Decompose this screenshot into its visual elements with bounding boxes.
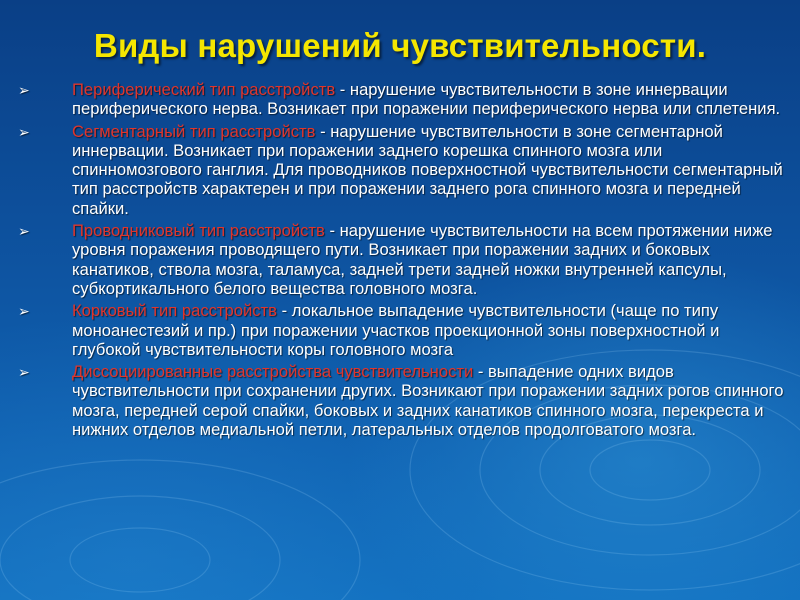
list-item [18, 122, 788, 218]
arrowhead-bullet-icon: ➢ [18, 364, 30, 381]
arrowhead-bullet-icon: ➢ [18, 123, 30, 140]
slide-title: Виды нарушений чувствительности. [93, 27, 707, 64]
term-label: Сегментарный тип расстройств [72, 121, 316, 141]
arrowhead-bullet-icon: ➢ [18, 303, 30, 320]
item-description: - нарушение чувствительности в зоне иннервации периферического нерва. Возникает при поражении периферического нерва или сплетения. [72, 80, 781, 119]
item-description: - нарушение чувствительности на всем протяжении ниже уровня поражения проводящего пути. Возникает при поражении задних и боковых канатиков, ствола мозга, таламуса, задней трети задней ножки внутренней капсулы, субкортикального белого вещества головного мозга. [72, 221, 773, 298]
term-label: Диссоциированные расстройства чувствительности [72, 362, 474, 382]
term-label: Корковый тип расстройств [72, 301, 277, 321]
list-item [18, 301, 788, 359]
arrowhead-bullet-icon: ➢ [18, 82, 30, 98]
bullet-list [18, 80, 788, 442]
arrowhead-bullet-icon: ➢ [18, 223, 30, 240]
item-description: - локальное выпадение чувствительности (чаще по типу моноанестезий и пр.) при поражении участков проекционной зоны поверхностной и глубокой чувствительности коры головного мозга [72, 301, 720, 359]
term-label: Проводниковый тип расстройств [72, 221, 325, 241]
list-item [18, 362, 788, 439]
item-description: - выпадение одних видов чувствительности при сохранении других. Возникают при поражении задних рогов спинного мозга, передней серой спайки, боковых и задних канатиков спинного мозга, перекреста и нижних отделов медиальной петли, латеральных отделов продолговатого мозга. [72, 362, 784, 440]
term-label: Периферический тип расстройств [72, 80, 336, 99]
list-item [18, 80, 788, 119]
list-item [18, 221, 788, 298]
item-description: - нарушение чувствительности в зоне сегментарной иннервации. Возникает при поражении заднего корешка спинного мозга или спинномозгового ганглия. Для проводников поверхностной чувствительности сегментарный тип расстройств характерен и при поражении заднего рога спинного мозга и передней спайки. [72, 121, 783, 218]
